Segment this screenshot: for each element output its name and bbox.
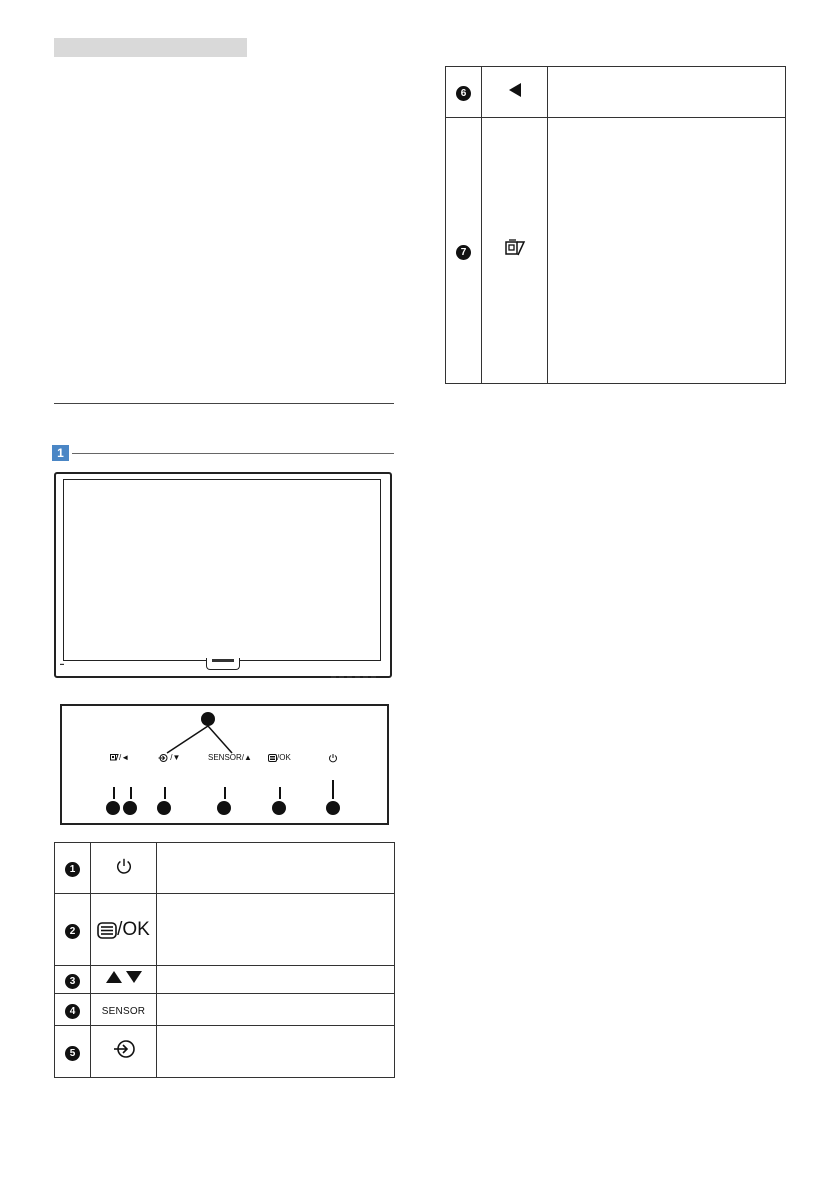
row-icon-cell [91, 994, 157, 1026]
power-icon [115, 857, 133, 875]
tick-1 [332, 780, 334, 799]
panel-label-sensor-up: SENSOR/▲ [208, 753, 252, 762]
tick-7 [113, 787, 115, 799]
panel-label-menu-ok: /OK [268, 753, 291, 762]
menu-icon [268, 754, 277, 762]
row-number-cell: 1 [55, 843, 91, 894]
tick-4 [224, 787, 226, 799]
row-number-cell: 6 [446, 67, 482, 118]
table-row [55, 994, 395, 1026]
callout-dot-top [201, 712, 215, 726]
brand-logo-mark [212, 659, 234, 662]
menu-icon [97, 922, 117, 939]
row-description-cell [157, 994, 395, 1026]
row-icon-cell [91, 1026, 157, 1078]
row-description-cell [548, 67, 786, 118]
tick-2 [279, 787, 281, 799]
up-down-arrows-icon [104, 969, 144, 985]
tick-5 [164, 787, 166, 799]
sensor-label: SENSOR [101, 1005, 146, 1017]
bezel-brand-mark: ▬ [60, 661, 64, 666]
power-icon [328, 753, 338, 763]
bezel-buttons [331, 665, 383, 668]
row-number-cell: 7 [446, 118, 482, 384]
section-title-bar [54, 38, 247, 57]
row-number-cell: 2 [55, 894, 91, 966]
row-icon-cell [91, 966, 157, 994]
tick-6 [130, 787, 132, 799]
table-row [55, 843, 395, 894]
table-row [446, 118, 786, 384]
smartimage-icon [110, 753, 119, 762]
row-icon-cell [482, 118, 548, 384]
row-number-cell: 4 [55, 994, 91, 1026]
input-icon [158, 753, 168, 763]
table-row [55, 966, 395, 994]
callout-dot-7 [106, 801, 120, 815]
table-row [446, 67, 786, 118]
row-description-cell [157, 894, 395, 966]
row-icon-cell [482, 67, 548, 118]
callout-dot-1 [326, 801, 340, 815]
callout-dot-5 [157, 801, 171, 815]
panel-label-smartimage-left: /◄ [110, 753, 129, 762]
monitor-screen [63, 479, 381, 661]
row-icon-cell: /OK [91, 894, 157, 966]
row-description-cell [157, 966, 395, 994]
buttons-table-right [445, 66, 786, 384]
row-description-cell [157, 1026, 395, 1078]
row-description-cell [157, 843, 395, 894]
row-icon-cell [91, 843, 157, 894]
panel-label-power [328, 753, 338, 765]
callout-dot-6 [123, 801, 137, 815]
figure-header-rule [72, 453, 394, 454]
monitor-stand-logo-plate [206, 658, 240, 670]
table-row [55, 894, 395, 966]
row-description-cell [548, 118, 786, 384]
figure-number-badge: 1 [52, 445, 69, 461]
smartimage-icon [504, 239, 526, 257]
row-number-cell: 5 [55, 1026, 91, 1078]
control-buttons-panel [60, 704, 389, 825]
left-arrow-icon [508, 82, 522, 98]
buttons-table-left [54, 842, 395, 1078]
input-icon [113, 1039, 135, 1059]
row-number-cell: 3 [55, 966, 91, 994]
panel-label-input-down: /▼ [158, 753, 180, 763]
table-row [55, 1026, 395, 1078]
callout-dot-2 [272, 801, 286, 815]
monitor-front-illustration [54, 472, 392, 678]
section-divider [54, 403, 394, 404]
callout-dot-4 [217, 801, 231, 815]
